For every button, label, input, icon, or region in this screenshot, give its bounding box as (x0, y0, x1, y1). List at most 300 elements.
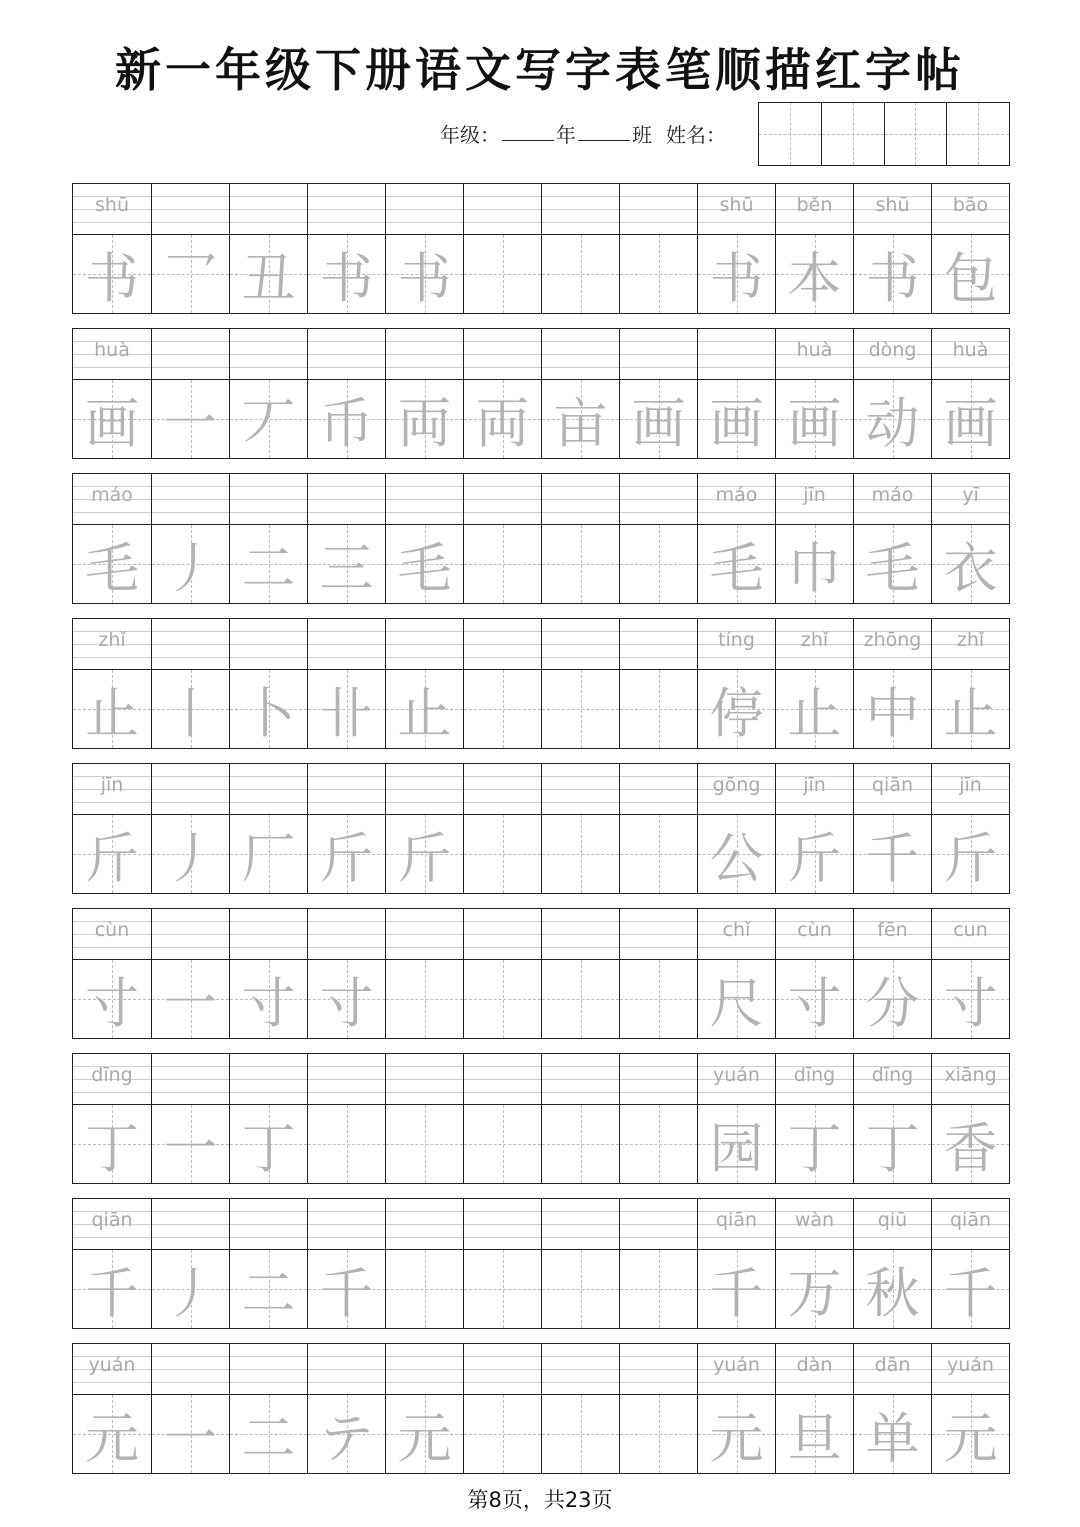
practice-cell[interactable] (73, 1344, 151, 1473)
tian-grid-box[interactable] (542, 1105, 619, 1183)
pinyin-box[interactable] (698, 474, 775, 525)
tian-grid-box[interactable] (854, 670, 931, 748)
pinyin-box[interactable] (464, 764, 541, 815)
practice-cell[interactable] (151, 1344, 229, 1473)
pinyin-box[interactable] (776, 619, 853, 670)
tian-grid-box[interactable] (308, 380, 385, 458)
tian-grid-box[interactable] (230, 525, 307, 603)
tian-grid-box[interactable] (698, 670, 775, 748)
pinyin-box[interactable] (152, 1344, 229, 1395)
tian-grid-box[interactable] (542, 815, 619, 893)
practice-cell[interactable] (697, 1344, 775, 1473)
pinyin-box[interactable] (620, 329, 697, 380)
practice-cell[interactable] (463, 1344, 541, 1473)
practice-cell[interactable] (931, 184, 1009, 313)
tian-grid-box[interactable] (542, 235, 619, 313)
tian-grid-box[interactable] (698, 1395, 775, 1473)
pinyin-box[interactable] (542, 1199, 619, 1250)
pinyin-box[interactable] (308, 764, 385, 815)
practice-cell[interactable] (385, 909, 463, 1038)
practice-cell[interactable] (775, 1344, 853, 1473)
practice-cell[interactable] (541, 1344, 619, 1473)
pinyin-box[interactable] (776, 474, 853, 525)
tian-grid-box[interactable] (542, 525, 619, 603)
grade-blank[interactable] (502, 126, 554, 141)
tian-grid-box[interactable] (464, 235, 541, 313)
tian-grid-box[interactable] (932, 670, 1009, 748)
tian-grid-box[interactable] (308, 1250, 385, 1328)
tian-grid-box[interactable] (73, 815, 151, 893)
tian-grid-box[interactable] (386, 1105, 463, 1183)
practice-cell[interactable] (463, 1054, 541, 1183)
practice-cell[interactable] (463, 184, 541, 313)
tian-grid-box[interactable] (776, 525, 853, 603)
name-cell[interactable] (821, 103, 884, 165)
pinyin-box[interactable] (542, 909, 619, 960)
practice-cell[interactable] (73, 474, 151, 603)
pinyin-box[interactable] (932, 619, 1009, 670)
practice-cell[interactable] (697, 619, 775, 748)
tian-grid-box[interactable] (776, 670, 853, 748)
tian-grid-box[interactable] (464, 380, 541, 458)
practice-cell[interactable] (619, 1344, 697, 1473)
tian-grid-box[interactable] (542, 960, 619, 1038)
practice-cell[interactable] (697, 1054, 775, 1183)
tian-grid-box[interactable] (73, 1395, 151, 1473)
practice-cell[interactable] (853, 1344, 931, 1473)
pinyin-box[interactable] (73, 329, 151, 380)
practice-cell[interactable] (931, 619, 1009, 748)
tian-grid-box[interactable] (854, 1105, 931, 1183)
tian-grid-box[interactable] (152, 815, 229, 893)
pinyin-box[interactable] (152, 474, 229, 525)
pinyin-box[interactable] (776, 909, 853, 960)
pinyin-box[interactable] (854, 764, 931, 815)
practice-cell[interactable] (931, 1054, 1009, 1183)
practice-cell[interactable] (619, 1054, 697, 1183)
practice-cell[interactable] (541, 909, 619, 1038)
pinyin-box[interactable] (464, 474, 541, 525)
tian-grid-box[interactable] (386, 525, 463, 603)
practice-cell[interactable] (853, 764, 931, 893)
tian-grid-box[interactable] (152, 1105, 229, 1183)
pinyin-box[interactable] (776, 1344, 853, 1395)
pinyin-box[interactable] (776, 184, 853, 235)
tian-grid-box[interactable] (386, 815, 463, 893)
tian-grid-box[interactable] (152, 1250, 229, 1328)
practice-cell[interactable] (229, 1344, 307, 1473)
name-box[interactable] (758, 102, 1010, 166)
tian-grid-box[interactable] (308, 670, 385, 748)
practice-cell[interactable] (853, 619, 931, 748)
tian-grid-box[interactable] (152, 235, 229, 313)
pinyin-box[interactable] (464, 909, 541, 960)
tian-grid-box[interactable] (698, 815, 775, 893)
practice-cell[interactable] (385, 764, 463, 893)
pinyin-box[interactable] (386, 1344, 463, 1395)
pinyin-box[interactable] (230, 474, 307, 525)
pinyin-box[interactable] (542, 1054, 619, 1105)
pinyin-box[interactable] (230, 909, 307, 960)
practice-cell[interactable] (775, 909, 853, 1038)
practice-cell[interactable] (541, 619, 619, 748)
practice-cell[interactable] (697, 329, 775, 458)
pinyin-box[interactable] (620, 909, 697, 960)
practice-cell[interactable] (385, 1344, 463, 1473)
practice-cell[interactable] (229, 909, 307, 1038)
tian-grid-box[interactable] (308, 815, 385, 893)
pinyin-box[interactable] (620, 619, 697, 670)
practice-cell[interactable] (151, 184, 229, 313)
practice-cell[interactable] (307, 764, 385, 893)
practice-cell[interactable] (853, 184, 931, 313)
practice-cell[interactable] (697, 909, 775, 1038)
pinyin-box[interactable] (698, 1199, 775, 1250)
pinyin-box[interactable] (776, 764, 853, 815)
tian-grid-box[interactable] (230, 235, 307, 313)
practice-cell[interactable] (619, 1199, 697, 1328)
practice-cell[interactable] (229, 1199, 307, 1328)
tian-grid-box[interactable] (698, 235, 775, 313)
practice-cell[interactable] (307, 1054, 385, 1183)
pinyin-box[interactable] (230, 1054, 307, 1105)
tian-grid-box[interactable] (152, 960, 229, 1038)
practice-cell[interactable] (385, 474, 463, 603)
pinyin-box[interactable] (854, 1344, 931, 1395)
tian-grid-box[interactable] (854, 1250, 931, 1328)
practice-cell[interactable] (619, 329, 697, 458)
pinyin-box[interactable] (152, 909, 229, 960)
tian-grid-box[interactable] (152, 670, 229, 748)
pinyin-box[interactable] (854, 474, 931, 525)
practice-cell[interactable] (73, 764, 151, 893)
pinyin-box[interactable] (73, 619, 151, 670)
pinyin-box[interactable] (152, 184, 229, 235)
pinyin-box[interactable] (308, 1054, 385, 1105)
tian-grid-box[interactable] (542, 380, 619, 458)
pinyin-box[interactable] (776, 329, 853, 380)
practice-cell[interactable] (151, 909, 229, 1038)
practice-cell[interactable] (619, 764, 697, 893)
practice-cell[interactable] (307, 619, 385, 748)
name-cell[interactable] (884, 103, 947, 165)
tian-grid-box[interactable] (542, 670, 619, 748)
tian-grid-box[interactable] (464, 1395, 541, 1473)
tian-grid-box[interactable] (464, 670, 541, 748)
pinyin-box[interactable] (386, 329, 463, 380)
practice-cell[interactable] (619, 619, 697, 748)
tian-grid-box[interactable] (854, 235, 931, 313)
tian-grid-box[interactable] (386, 1395, 463, 1473)
pinyin-box[interactable] (230, 619, 307, 670)
pinyin-box[interactable] (854, 1199, 931, 1250)
practice-cell[interactable] (541, 1199, 619, 1328)
practice-cell[interactable] (541, 329, 619, 458)
practice-cell[interactable] (931, 474, 1009, 603)
tian-grid-box[interactable] (152, 1395, 229, 1473)
tian-grid-box[interactable] (776, 960, 853, 1038)
pinyin-box[interactable] (73, 764, 151, 815)
tian-grid-box[interactable] (620, 670, 697, 748)
tian-grid-box[interactable] (386, 235, 463, 313)
pinyin-box[interactable] (308, 619, 385, 670)
tian-grid-box[interactable] (932, 1395, 1009, 1473)
pinyin-box[interactable] (308, 1199, 385, 1250)
practice-cell[interactable] (541, 764, 619, 893)
practice-cell[interactable] (931, 764, 1009, 893)
practice-cell[interactable] (385, 619, 463, 748)
practice-cell[interactable] (619, 184, 697, 313)
pinyin-box[interactable] (386, 1054, 463, 1105)
pinyin-box[interactable] (620, 1344, 697, 1395)
tian-grid-box[interactable] (620, 525, 697, 603)
practice-cell[interactable] (385, 1054, 463, 1183)
pinyin-box[interactable] (854, 1054, 931, 1105)
pinyin-box[interactable] (854, 329, 931, 380)
pinyin-box[interactable] (152, 329, 229, 380)
pinyin-box[interactable] (932, 1199, 1009, 1250)
pinyin-box[interactable] (464, 184, 541, 235)
tian-grid-box[interactable] (73, 960, 151, 1038)
practice-cell[interactable] (541, 1054, 619, 1183)
pinyin-box[interactable] (386, 474, 463, 525)
pinyin-box[interactable] (854, 184, 931, 235)
practice-cell[interactable] (775, 619, 853, 748)
practice-cell[interactable] (229, 619, 307, 748)
tian-grid-box[interactable] (542, 1395, 619, 1473)
tian-grid-box[interactable] (464, 1250, 541, 1328)
practice-cell[interactable] (463, 619, 541, 748)
practice-cell[interactable] (229, 764, 307, 893)
pinyin-box[interactable] (698, 764, 775, 815)
practice-cell[interactable] (307, 474, 385, 603)
tian-grid-box[interactable] (698, 380, 775, 458)
pinyin-box[interactable] (464, 619, 541, 670)
practice-cell[interactable] (229, 1054, 307, 1183)
tian-grid-box[interactable] (776, 815, 853, 893)
pinyin-box[interactable] (932, 1344, 1009, 1395)
practice-cell[interactable] (151, 474, 229, 603)
tian-grid-box[interactable] (308, 960, 385, 1038)
tian-grid-box[interactable] (620, 815, 697, 893)
practice-cell[interactable] (463, 474, 541, 603)
practice-cell[interactable] (463, 329, 541, 458)
pinyin-box[interactable] (464, 329, 541, 380)
pinyin-box[interactable] (776, 1054, 853, 1105)
pinyin-box[interactable] (854, 619, 931, 670)
pinyin-box[interactable] (698, 619, 775, 670)
pinyin-box[interactable] (698, 909, 775, 960)
practice-cell[interactable] (619, 474, 697, 603)
practice-cell[interactable] (775, 764, 853, 893)
pinyin-box[interactable] (854, 909, 931, 960)
practice-cell[interactable] (619, 909, 697, 1038)
tian-grid-box[interactable] (308, 1105, 385, 1183)
practice-cell[interactable] (697, 764, 775, 893)
practice-cell[interactable] (151, 329, 229, 458)
pinyin-box[interactable] (542, 619, 619, 670)
pinyin-box[interactable] (932, 474, 1009, 525)
tian-grid-box[interactable] (620, 960, 697, 1038)
pinyin-box[interactable] (152, 619, 229, 670)
pinyin-box[interactable] (776, 1199, 853, 1250)
tian-grid-box[interactable] (73, 1250, 151, 1328)
pinyin-box[interactable] (73, 184, 151, 235)
tian-grid-box[interactable] (854, 815, 931, 893)
pinyin-box[interactable] (230, 1344, 307, 1395)
pinyin-box[interactable] (386, 619, 463, 670)
practice-cell[interactable] (385, 184, 463, 313)
practice-cell[interactable] (73, 329, 151, 458)
tian-grid-box[interactable] (932, 1105, 1009, 1183)
practice-cell[interactable] (697, 184, 775, 313)
practice-cell[interactable] (151, 1054, 229, 1183)
tian-grid-box[interactable] (386, 1250, 463, 1328)
tian-grid-box[interactable] (932, 525, 1009, 603)
pinyin-box[interactable] (73, 909, 151, 960)
pinyin-box[interactable] (698, 329, 775, 380)
practice-cell[interactable] (931, 909, 1009, 1038)
practice-cell[interactable] (697, 1199, 775, 1328)
tian-grid-box[interactable] (932, 815, 1009, 893)
pinyin-box[interactable] (464, 1199, 541, 1250)
tian-grid-box[interactable] (152, 380, 229, 458)
tian-grid-box[interactable] (308, 525, 385, 603)
pinyin-box[interactable] (932, 764, 1009, 815)
tian-grid-box[interactable] (932, 380, 1009, 458)
practice-cell[interactable] (853, 329, 931, 458)
pinyin-box[interactable] (386, 1199, 463, 1250)
pinyin-box[interactable] (542, 329, 619, 380)
pinyin-box[interactable] (464, 1054, 541, 1105)
practice-cell[interactable] (541, 184, 619, 313)
tian-grid-box[interactable] (698, 1250, 775, 1328)
tian-grid-box[interactable] (776, 1250, 853, 1328)
tian-grid-box[interactable] (620, 1395, 697, 1473)
pinyin-box[interactable] (620, 1199, 697, 1250)
practice-cell[interactable] (151, 1199, 229, 1328)
pinyin-box[interactable] (152, 764, 229, 815)
tian-grid-box[interactable] (698, 1105, 775, 1183)
practice-cell[interactable] (307, 909, 385, 1038)
practice-cell[interactable] (463, 909, 541, 1038)
practice-cell[interactable] (307, 184, 385, 313)
practice-cell[interactable] (853, 474, 931, 603)
practice-cell[interactable] (931, 1199, 1009, 1328)
practice-cell[interactable] (73, 1054, 151, 1183)
pinyin-box[interactable] (152, 1054, 229, 1105)
practice-cell[interactable] (931, 329, 1009, 458)
tian-grid-box[interactable] (776, 380, 853, 458)
pinyin-box[interactable] (698, 1054, 775, 1105)
tian-grid-box[interactable] (932, 235, 1009, 313)
name-cell[interactable] (759, 103, 821, 165)
practice-cell[interactable] (463, 1199, 541, 1328)
tian-grid-box[interactable] (73, 235, 151, 313)
practice-cell[interactable] (463, 764, 541, 893)
pinyin-box[interactable] (308, 474, 385, 525)
pinyin-box[interactable] (542, 764, 619, 815)
tian-grid-box[interactable] (464, 525, 541, 603)
tian-grid-box[interactable] (542, 1250, 619, 1328)
tian-grid-box[interactable] (464, 1105, 541, 1183)
tian-grid-box[interactable] (230, 1395, 307, 1473)
practice-cell[interactable] (385, 1199, 463, 1328)
practice-cell[interactable] (775, 1199, 853, 1328)
tian-grid-box[interactable] (620, 380, 697, 458)
tian-grid-box[interactable] (308, 1395, 385, 1473)
pinyin-box[interactable] (230, 184, 307, 235)
name-cell[interactable] (946, 103, 1009, 165)
pinyin-box[interactable] (73, 1344, 151, 1395)
practice-cell[interactable] (151, 619, 229, 748)
pinyin-box[interactable] (464, 1344, 541, 1395)
pinyin-box[interactable] (230, 764, 307, 815)
tian-grid-box[interactable] (854, 960, 931, 1038)
pinyin-box[interactable] (542, 474, 619, 525)
tian-grid-box[interactable] (73, 525, 151, 603)
tian-grid-box[interactable] (152, 525, 229, 603)
tian-grid-box[interactable] (73, 380, 151, 458)
class-blank[interactable] (578, 126, 630, 141)
pinyin-box[interactable] (620, 1054, 697, 1105)
tian-grid-box[interactable] (776, 1105, 853, 1183)
tian-grid-box[interactable] (620, 235, 697, 313)
pinyin-box[interactable] (230, 1199, 307, 1250)
practice-cell[interactable] (775, 329, 853, 458)
pinyin-box[interactable] (542, 1344, 619, 1395)
tian-grid-box[interactable] (698, 960, 775, 1038)
practice-cell[interactable] (697, 474, 775, 603)
practice-cell[interactable] (229, 474, 307, 603)
tian-grid-box[interactable] (698, 525, 775, 603)
pinyin-box[interactable] (386, 764, 463, 815)
pinyin-box[interactable] (620, 474, 697, 525)
practice-cell[interactable] (853, 909, 931, 1038)
pinyin-box[interactable] (308, 329, 385, 380)
tian-grid-box[interactable] (73, 1105, 151, 1183)
pinyin-box[interactable] (73, 1054, 151, 1105)
practice-cell[interactable] (73, 184, 151, 313)
pinyin-box[interactable] (932, 909, 1009, 960)
pinyin-box[interactable] (698, 1344, 775, 1395)
pinyin-box[interactable] (698, 184, 775, 235)
tian-grid-box[interactable] (932, 1250, 1009, 1328)
pinyin-box[interactable] (308, 184, 385, 235)
practice-cell[interactable] (151, 764, 229, 893)
pinyin-box[interactable] (73, 1199, 151, 1250)
practice-cell[interactable] (307, 329, 385, 458)
practice-cell[interactable] (853, 1199, 931, 1328)
tian-grid-box[interactable] (230, 380, 307, 458)
pinyin-box[interactable] (308, 1344, 385, 1395)
tian-grid-box[interactable] (230, 1250, 307, 1328)
practice-cell[interactable] (775, 474, 853, 603)
practice-cell[interactable] (229, 184, 307, 313)
pinyin-box[interactable] (386, 909, 463, 960)
tian-grid-box[interactable] (620, 1105, 697, 1183)
tian-grid-box[interactable] (854, 380, 931, 458)
tian-grid-box[interactable] (386, 960, 463, 1038)
pinyin-box[interactable] (620, 184, 697, 235)
tian-grid-box[interactable] (932, 960, 1009, 1038)
pinyin-box[interactable] (542, 184, 619, 235)
practice-cell[interactable] (73, 909, 151, 1038)
practice-cell[interactable] (229, 329, 307, 458)
tian-grid-box[interactable] (230, 1105, 307, 1183)
pinyin-box[interactable] (932, 1054, 1009, 1105)
pinyin-box[interactable] (620, 764, 697, 815)
